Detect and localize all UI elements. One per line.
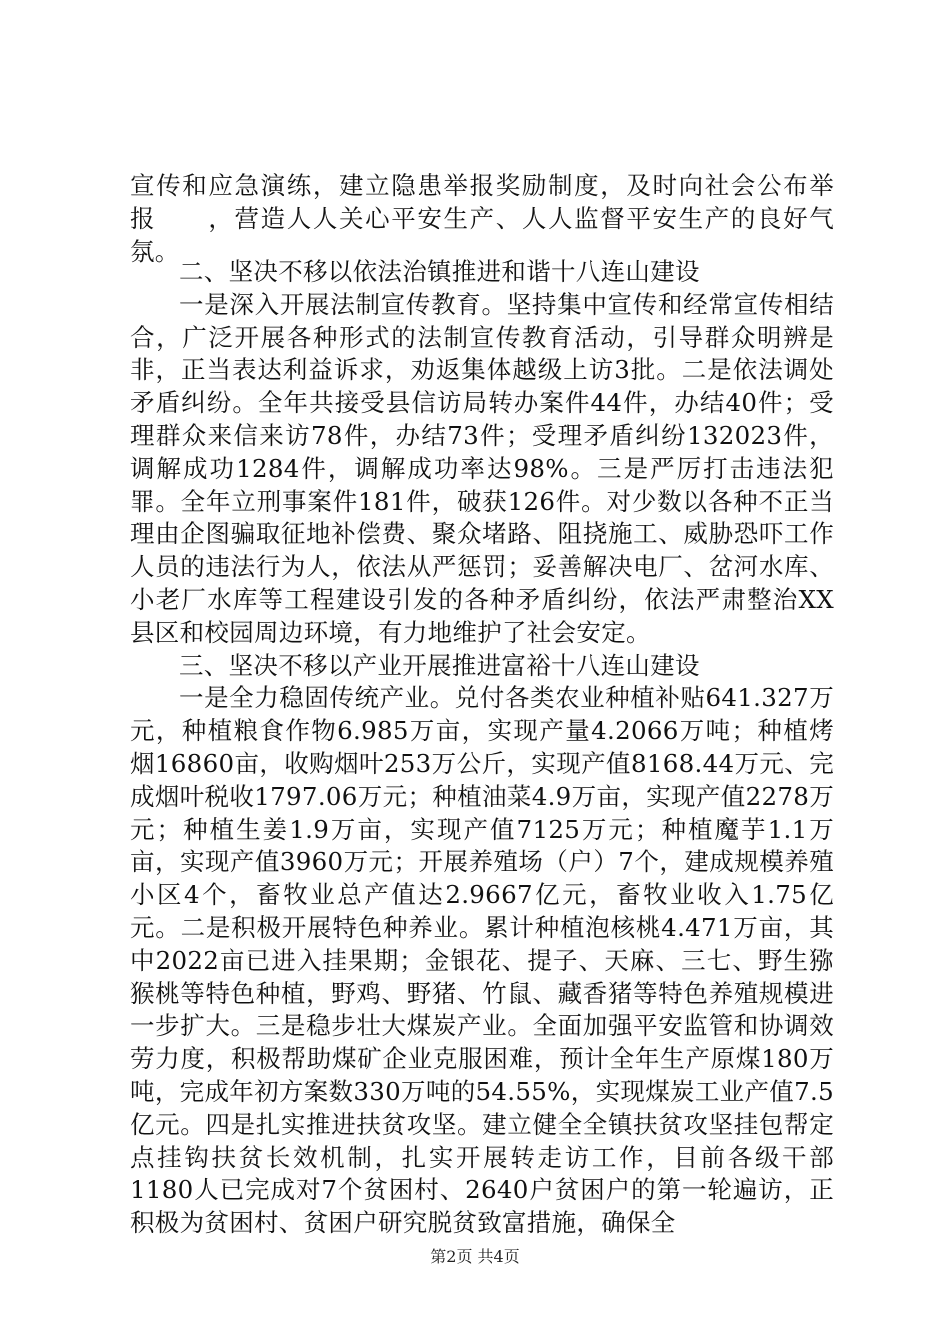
page-number: 第2页 共4页 [430,1247,520,1266]
intro-block [130,170,834,268]
section-heading-industry: 三、坚决不移以产业开展推进富裕十八连山建设 [179,650,700,680]
page-footer [0,1247,950,1267]
section-body-industry: 一是全力稳固传统产业。兑付各类农业种植补贴641.327万元，种植粮食作物6.985万亩，实现产量4.2066万吨；种植烤烟16860亩，收购烟叶253万公斤，实现产值8168.44万元、完成烟叶税收1797.06万元；种植油菜4.9万亩，实现产值2278万元；种植生姜1.9万亩，实现产值7125万元；种植魔芋1.1万亩，实现产值3960万元；开展养殖场（户）7个，建成规模养殖小区4个，畜牧业总产值达2.9667亿元，畜牧业收入1.75亿元。二是积极开展特色种养业。累计种植泡核桃4.471万亩，其中2022亩已进入挂果期；金银花、提子、天麻、三七、野生猕猴桃等特色种植，野鸡、野猪、竹鼠、藏香猪等特色养殖规模进一步扩大。三是稳步壮大煤炭产业。全面加强平安监管和协调效劳力度，积极帮助煤矿企业克服困难，预计全年生产原煤180万吨，完成年初方案数330万吨的54.55%，实现煤炭工业产值7.5亿元。四是扎实推进扶贫攻坚。建立健全全镇扶贫攻坚挂包帮定点挂钩扶贫长效机制，扎实开展转走访工作，目前各级干部1180人已完成对7个贫困村、2640户贫困户的第一轮遍访，正积极为贫困村、贫困户研究脱贫致富措施，确保全 [130,683,834,1238]
intro-paragraph: 宣传和应急演练，建立隐患举报奖励制度，及时向社会公布举报 ，营造人人关心平安生产、人人监督平安生产的良好气氛。 [130,171,834,266]
section-body-rule-of-law: 一是深入开展法制宣传教育。坚持集中宣传和经常宣传相结合，广泛开展各种形式的法制宣传教育活动，引导群众明辨是非，正当表达利益诉求，劝返集体越级上访3批。二是依法调处矛盾纠纷。全年共接受县信访局转办案件44件，办结40件；受理群众来信来访78件，办结73件；受理矛盾纠纷132023件，调解成功1284件，调解成功率达98%。三是严厉打击违法犯罪。全年立刑事案件181件，破获126件。对少数以各种不正当理由企图骗取征地补偿费、聚众堵路、阻挠施工、威胁恐吓工作人员的违法行为人，依法从严惩罚；妥善解决电厂、岔河水库、小老厂水库等工程建设引发的各种矛盾纠纷，依法严肃整治XX县区和校园周边环境，有力地维护了社会安定。 [130,289,834,647]
main-content [130,256,834,1240]
section-heading-rule-of-law: 二、坚决不移以依法治镇推进和谐十八连山建设 [179,257,700,286]
